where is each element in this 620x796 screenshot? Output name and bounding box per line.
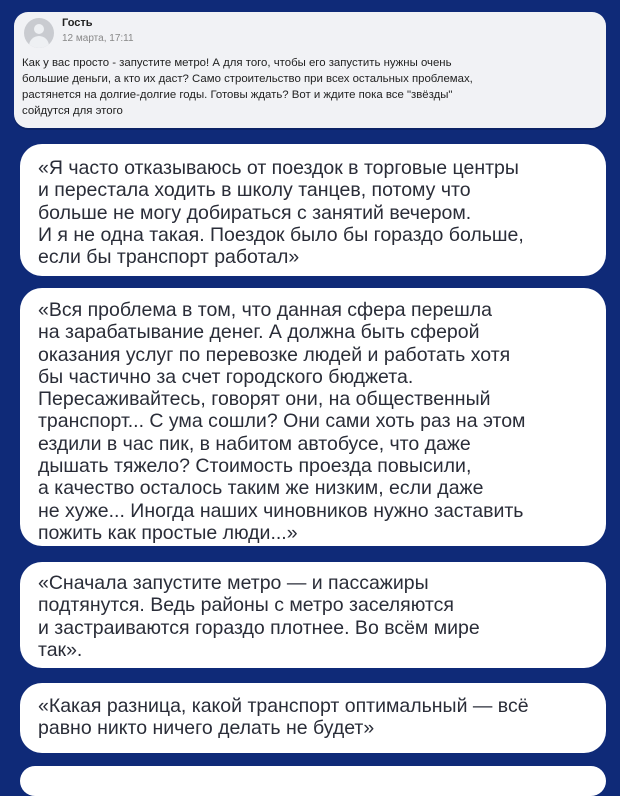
comment-card [14,12,606,128]
quote-text: «Сначала запустите метро — и пассажиры подтянутся. Ведь районы с метро заселяются и застраиваются гораздо плотнее. Во всём мире так». [38,572,480,661]
quote-card [20,766,606,796]
quote-card [20,288,606,546]
comment-author: Гость [62,17,93,29]
quote-card [20,562,606,668]
quote-text: «Вся проблема в том, что данная сфера перешла на зарабатывание денег. А должна быть сферой оказания услуг по перевозке людей и работать хотя бы частично за счет городского бюджета. Пересаживайтесь, говорят они, на общественный транспорт... С ума сошли? Они сами хоть раз на этом ездили в час пик, в набитом автобусе, что даже дышать тяжело? Стоимость проезда повысили, а качество осталось таким же низким, если даже не хуже... Иногда наших чиновников нужно заставить пожить как простые люди...» [38,299,526,544]
comment-text: Как у вас просто - запустите метро! А для того, чтобы его запустить нужны очень большие деньги, а кто их даст? Само строительство при всех остальных проблемах, растянется на долгие-долгие годы. Готовы ждать? Вот и ждите пока все "звёзды" сойдутся для этого [22,57,473,117]
avatar-body [29,36,49,48]
quote-text: «Какая разница, какой транспорт оптимальный — всё равно никто ничего делать не будет» [38,695,529,740]
user-avatar-icon [24,18,54,48]
quote-card [20,144,606,276]
comment-timestamp: 12 марта, 17:11 [62,33,134,44]
quote-text: «Я часто отказываюсь от поездок в торговые центры и перестала ходить в школу танцев, потому что больше не могу добираться с занятий вечером. И я не одна такая. Поездок было бы гораздо больше, если бы транспорт работал» [38,157,524,269]
avatar-head [34,24,44,34]
quote-card [20,683,606,753]
